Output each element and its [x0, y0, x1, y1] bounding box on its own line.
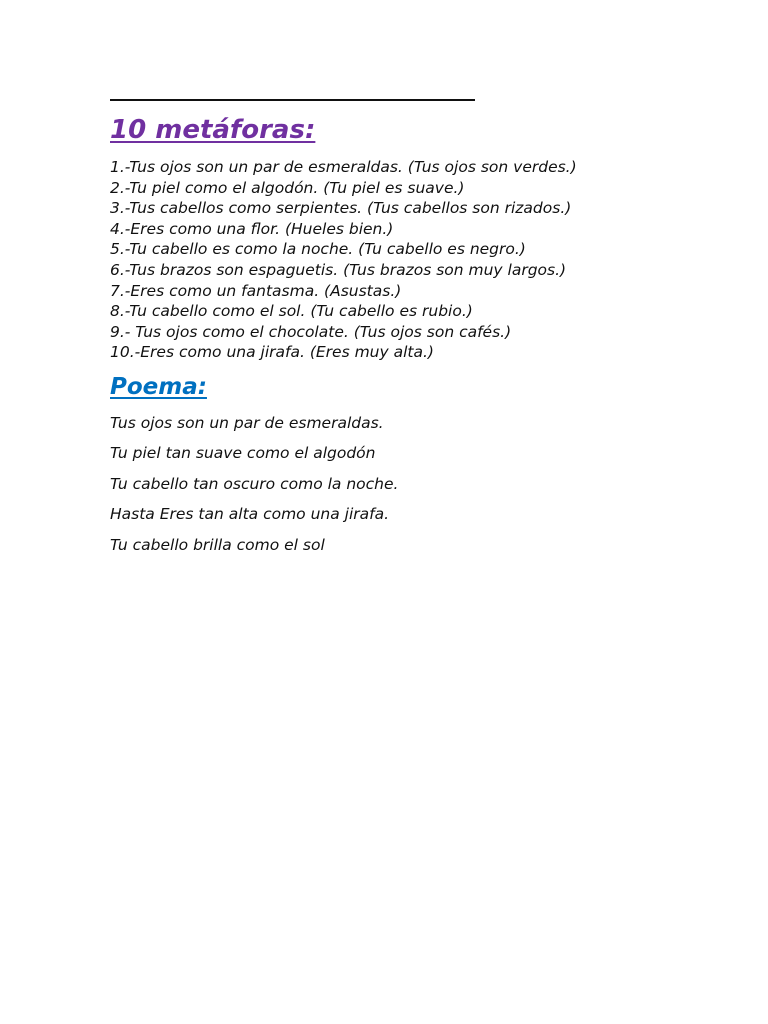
- list-item: 6.-Tus brazos son espaguetis. (Tus brazos son muy largos.): [110, 260, 567, 279]
- list-item: 10.-Eres como una jirafa. (Eres muy alta.): [110, 343, 434, 362]
- list-item: 3.-Tus cabellos como serpientes. (Tus cabellos son rizados.): [110, 199, 572, 218]
- list-item: 5.-Tu cabello es como la noche. (Tu cabello es negro.): [110, 240, 526, 259]
- poem-line: Tu cabello brilla como el sol: [110, 535, 325, 554]
- metaforas-heading: 10 metáforas:: [110, 115, 316, 145]
- list-item: 7.-Eres como un fantasma. (Asustas.): [110, 281, 402, 300]
- list-item: 2.-Tu piel como el algodón. (Tu piel es suave.): [110, 178, 465, 197]
- horizontal-rule: [110, 99, 475, 101]
- list-item: 9.- Tus ojos como el chocolate. (Tus ojos son cafés.): [110, 322, 512, 341]
- list-item: 1.-Tus ojos son un par de esmeraldas. (Tus ojos son verdes.): [110, 158, 577, 176]
- poem-line: Tus ojos son un par de esmeraldas.: [110, 414, 384, 432]
- poem-line: Tu piel tan suave como el algodón: [110, 444, 376, 463]
- poem-line: Tu cabello tan oscuro como la noche.: [110, 474, 399, 493]
- metaphor-list: [110, 157, 577, 363]
- list-item: 4.-Eres como una flor. (Hueles bien.): [110, 219, 394, 238]
- poem: [110, 412, 398, 564]
- poem-line: Hasta Eres tan alta como una jirafa.: [110, 505, 390, 524]
- list-item: 8.-Tu cabello como el sol. (Tu cabello es rubio.): [110, 302, 473, 321]
- poema-heading: Poema:: [110, 374, 207, 400]
